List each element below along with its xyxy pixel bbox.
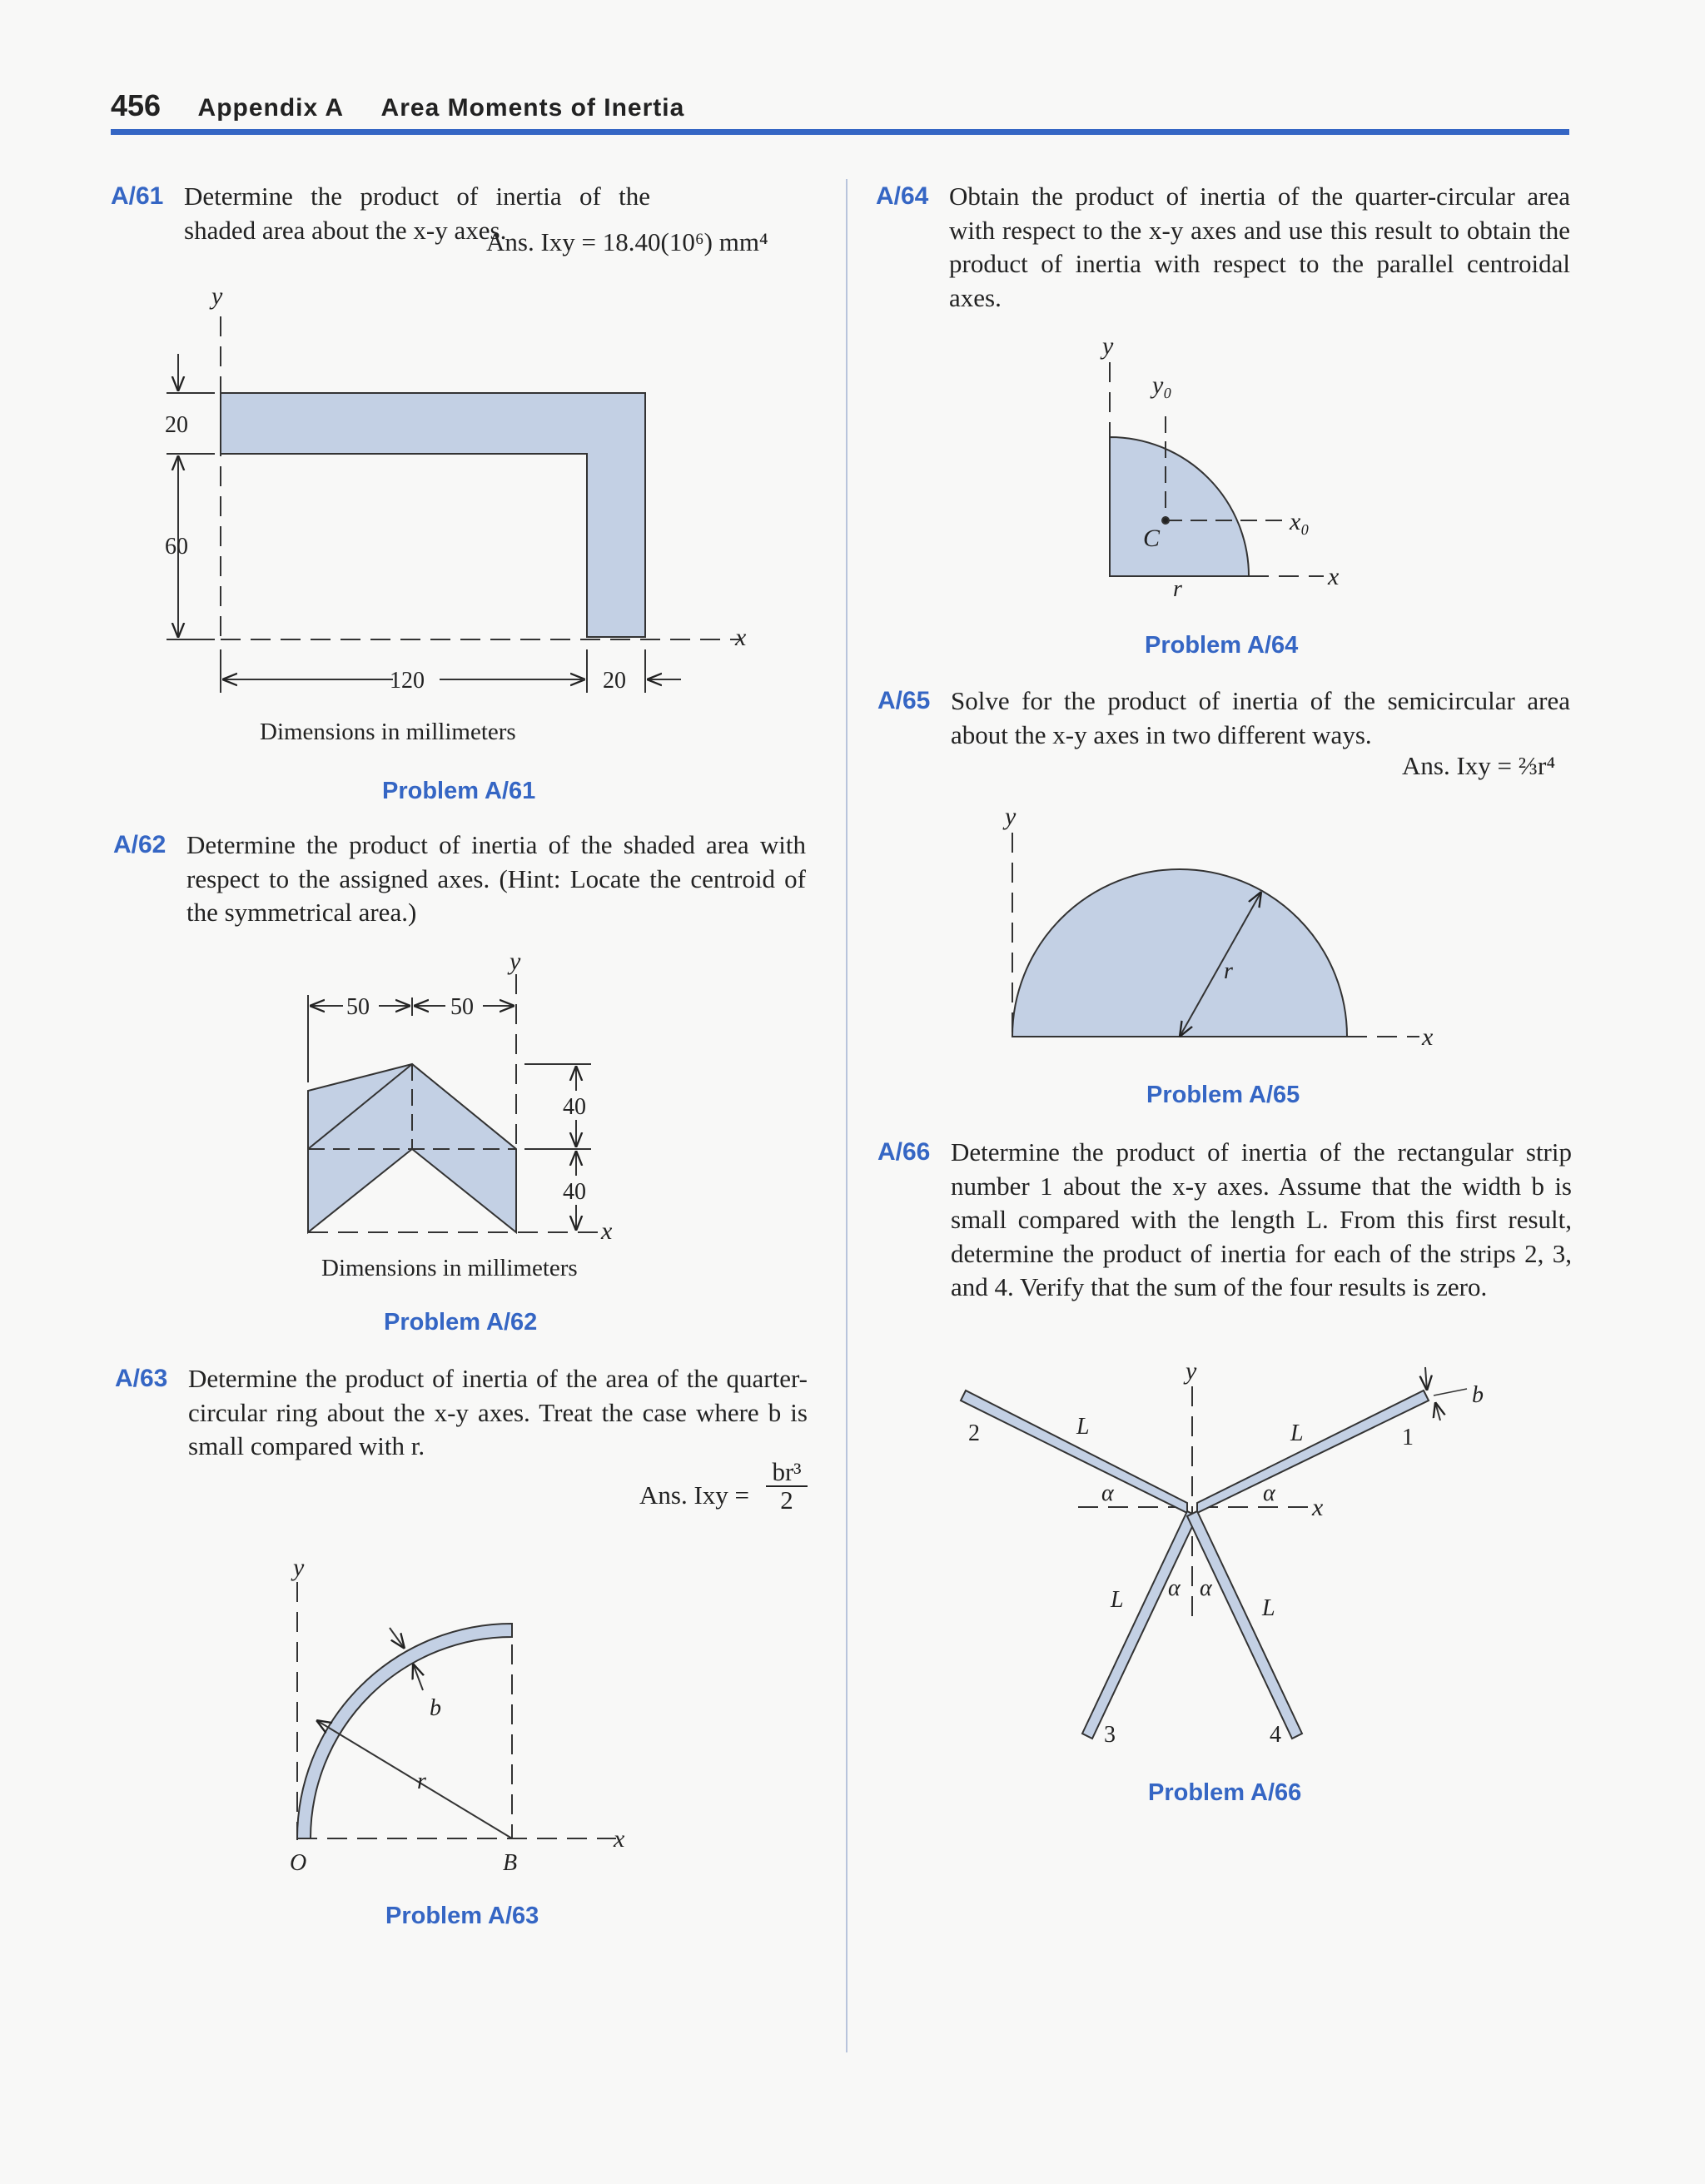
a61-dimensions-note: Dimensions in millimeters [260,719,516,745]
radius-r-line [316,1720,512,1838]
a66-alpha-bottom-left: α [1168,1575,1181,1601]
a61-dim-20-horizontal: 20 [603,668,626,694]
a66-L3-label: L [1111,1587,1124,1613]
a61-dim-60: 60 [165,534,188,560]
a66-strip-1-label: 1 [1402,1425,1414,1450]
fraction-numerator: br³ [766,1459,808,1487]
a63-x-label: x [614,1825,625,1853]
a66-strip-2-label: 2 [968,1420,980,1446]
b-arrow-inner [413,1664,423,1690]
quarter-circle [1110,437,1249,576]
a62-dim-50b: 50 [450,994,474,1020]
problem-text: Determine the product of inertia of the rectangular strip number 1 about the x-y axes. Assume that the width b is small compared with the length L. From this first result, determine the product of inertia for each of the strips 2, 3, and 4. Verify that the sum of the four results is zero. [951,1137,1572,1301]
a66-L4-label: L [1262,1595,1275,1621]
problem-number: A/64 [876,182,929,210]
a63-b-label: b [430,1695,441,1721]
quarter-ring [297,1624,512,1838]
a64-y0-label: y₀ [1152,371,1172,399]
a66-alpha-bottom-right: α [1200,1575,1212,1601]
a66-b-label: b [1472,1382,1484,1408]
a66-alpha-right: α [1263,1480,1275,1506]
chapter-title: Area Moments of Inertia [380,94,685,122]
a66-x-label: x [1312,1494,1324,1521]
appendix-label: Appendix A [197,94,345,122]
a65-y-label: y [1005,803,1017,830]
figure-a65 [1012,833,1419,1037]
problem-text: Obtain the product of inertia of the quarter-circular area with respect to the x-y axes and use this result to obtain the product of inertia with respect to the parallel centroidal axes. [949,182,1570,312]
figure-a66 [961,1367,1467,1739]
b-arrow-top [1425,1367,1427,1390]
a63-B-label: B [503,1850,518,1876]
a62-y-label: y [510,948,521,975]
a61-y-label: y [211,282,223,310]
a62-dim-40a: 40 [563,1094,586,1120]
caption-a64: Problem A/64 [1145,632,1299,659]
caption-a61: Problem A/61 [382,778,536,804]
a62-dimensions-note: Dimensions in millimeters [321,1255,578,1281]
problem-number: A/62 [113,831,167,858]
answer-lhs: Ans. Ixy = [639,1480,750,1510]
answer-a65: Ans. Ixy = ⅔r⁴ [1402,751,1556,780]
problem-text: Solve for the product of inertia of the semicircular area about the x-y axes in two different ways. [951,686,1570,749]
strip-3 [1082,1511,1197,1739]
caption-a63: Problem A/63 [385,1903,539,1929]
a66-L2-label: L [1076,1414,1090,1440]
strip-2 [961,1390,1187,1513]
a64-x-label: x [1328,563,1340,590]
answer-a61: Ans. Ixy = 18.40(10⁶) mm⁴ [486,227,768,256]
a64-y-label: y [1102,332,1114,360]
problem-text: Determine the product of inertia of the shaded area about the x-y axes. [184,182,650,245]
a61-dim-20-vertical: 20 [165,412,188,438]
b-arrow-outer [390,1628,405,1649]
a63-y-label: y [293,1554,305,1581]
a64-r-label: r [1173,576,1182,602]
a66-y-label: y [1186,1357,1197,1385]
centroid-point [1162,517,1169,524]
problem-number: A/65 [877,687,931,714]
a62-dim-40b: 40 [563,1179,586,1205]
strip-4 [1187,1511,1302,1739]
semicircle [1012,869,1347,1037]
a65-r-label: r [1224,958,1233,984]
problem-number: A/61 [111,182,164,210]
a62-dim-50a: 50 [346,994,370,1020]
a65-x-label: x [1422,1023,1434,1051]
problem-number: A/66 [877,1138,931,1166]
figure-a61 [167,316,741,693]
b-leader [1434,1389,1467,1395]
figure-a64 [1110,362,1324,576]
problem-text: Determine the product of inertia of the shaded area with respect to the assigned axes. (Hint: Locate the centroid of the symmetrical area.) [186,830,806,927]
problem-text: Determine the product of inertia of the area of the quarter-circular ring about the x-y axes. Treat the case where b is small compared with r. [188,1364,808,1460]
a66-alpha-left: α [1101,1480,1114,1506]
page-number: 456 [111,88,162,122]
a66-strip-3-label: 3 [1104,1722,1116,1748]
caption-a65: Problem A/65 [1146,1082,1300,1108]
a66-L1-label: L [1290,1420,1304,1446]
a61-dim-120: 120 [390,668,425,694]
problem-number: A/63 [115,1365,168,1392]
caption-a66: Problem A/66 [1148,1779,1302,1806]
a64-C-label: C [1143,525,1161,552]
caption-a62: Problem A/62 [384,1309,538,1336]
figure-a63 [297,1582,616,1840]
a66-strip-4-label: 4 [1270,1722,1281,1748]
b-arrow-bottom [1435,1402,1440,1420]
a63-O-label: O [290,1850,307,1876]
a62-x-label: x [601,1217,613,1245]
fraction-denominator: 2 [780,1485,793,1515]
l-shaped-area [221,393,645,637]
a61-x-label: x [735,624,747,651]
a64-x0-label: x₀ [1290,508,1310,535]
a63-r-label: r [417,1769,426,1794]
